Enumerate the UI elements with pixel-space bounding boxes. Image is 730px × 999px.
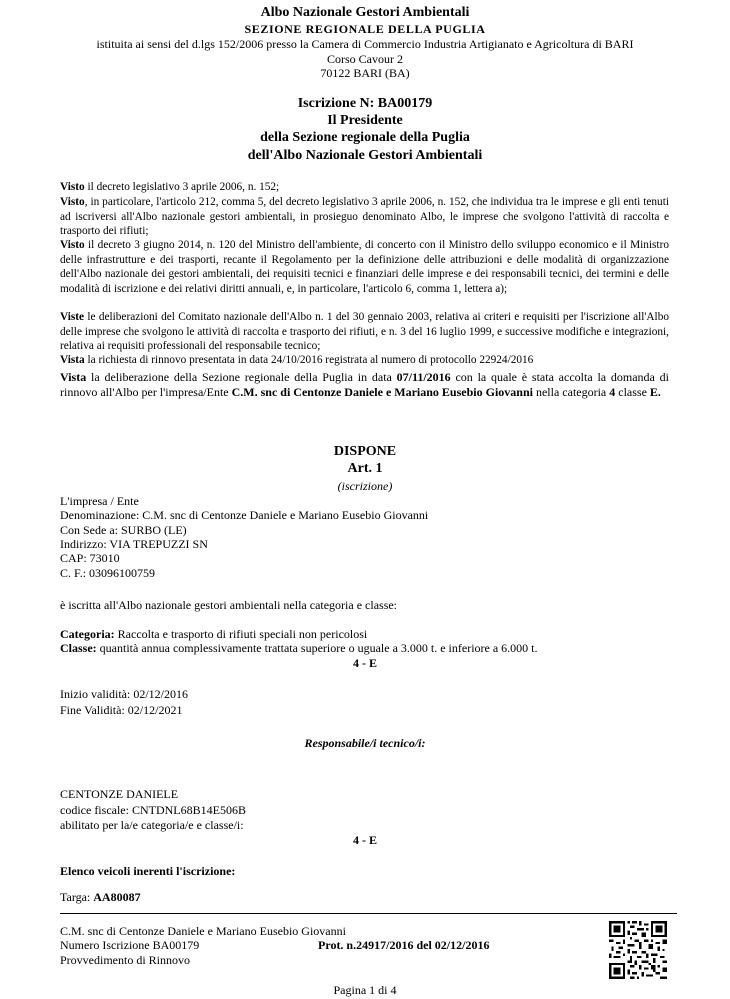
footer-numero: Numero Iscrizione BA00179 bbox=[60, 938, 200, 952]
footer-protocol: Prot. n.24917/2016 del 02/12/2016 bbox=[318, 938, 490, 952]
iscrizione-number: Iscrizione N: BA00179 bbox=[297, 96, 433, 111]
iscritta-statement: è iscritta all'Albo nazionale gestori ambientali nella categoria e classe: bbox=[60, 598, 398, 612]
premise-6: Vista la deliberazione della Sezione regionale della Puglia in data 07/11/2016 con la quale è stata accolta la domanda di rinnovo all'Albo per l'impresa/Ente C.M. snc di Centonze Daniele e Mariano Eusebio Giovanni nella categoria 4 classe E. bbox=[60, 370, 669, 399]
inizio-validita: Inizio validità: 02/12/2016 bbox=[60, 687, 188, 701]
company-intro: L'impresa / Ente bbox=[60, 494, 139, 508]
dispone-heading: DISPONE bbox=[333, 444, 397, 459]
responsabile-cf: codice fiscale: CNTDNL68B14E506B bbox=[60, 803, 246, 817]
company-cap: CAP: 73010 bbox=[60, 551, 120, 565]
responsabile-heading: Responsabile/i tecnico/i: bbox=[304, 736, 426, 750]
company-cf: C. F.: 03096100759 bbox=[60, 566, 156, 580]
section-title: della Sezione regionale della Puglia bbox=[260, 130, 470, 145]
org-name: Albo Nazionale Gestori Ambientali bbox=[260, 5, 470, 20]
footer-provvedimento: Provvedimento di Rinnovo bbox=[60, 953, 190, 967]
categoria-code: 4 - E bbox=[353, 656, 377, 670]
responsabile-abilitato: abilitato per la/e categoria/e e classe/i: bbox=[60, 818, 244, 832]
premise-5: Vista la richiesta di rinnovo presentata in data 24/10/2016 registrata al numero di protocollo 22924/2016 bbox=[60, 354, 534, 366]
article-subtitle: (iscrizione) bbox=[337, 479, 393, 493]
company-sede: Con Sede a: SURBO (LE) bbox=[60, 523, 187, 537]
fine-validita: Fine Validità: 02/12/2021 bbox=[60, 703, 183, 717]
city-address: 70122 BARI (BA) bbox=[320, 66, 410, 80]
street-address: Corso Cavour 2 bbox=[327, 52, 403, 66]
page-number: Pagina 1 di 4 bbox=[333, 983, 397, 997]
premise-3: Visto il decreto 3 giugno 2014, n. 120 del Ministro dell'ambiente, di concerto con il Ministro dello sviluppo economico e il Ministro delle infrastrutture e dei trasporti, recante il Regolamento per la definizione delle attribuzioni e delle modalità di organizzazione dell'Albo nazionale dei gestori ambientali, dei requisiti tecnici e finanziari delle imprese e dei responsabili tecnici, dei termini e delle modalità di iscrizione e dei relativi diritti annuali, e, in particolare, l'articolo 6, comma 1, lettera a); bbox=[60, 239, 669, 295]
classe-line: Classe: quantità annua complessivamente trattata superiore o uguale a 3.000 t. e inferiore a 6.000 t. bbox=[60, 641, 538, 655]
premise-4: Viste le deliberazioni del Comitato nazionale dell'Albo n. 1 del 30 gennaio 2003, relativa ai criteri e requisiti per l'iscrizione all'Albo delle imprese che svolgono le attività di raccolta e trasporto dei rifiuti, e n. 3 del 16 luglio 1999, e successive modifiche e integrazioni, relativa ai requisiti professionali del responsabile tecnico; bbox=[60, 311, 669, 352]
president-title: Il Presidente bbox=[327, 113, 403, 128]
qr-code-icon bbox=[609, 921, 667, 979]
veicoli-heading: Elenco veicoli inerenti l'iscrizione: bbox=[60, 864, 236, 878]
albo-title: dell'Albo Nazionale Gestori Ambientali bbox=[247, 148, 483, 163]
footer-divider bbox=[60, 913, 677, 914]
responsabile-name: CENTONZE DANIELE bbox=[60, 787, 179, 801]
company-indirizzo: Indirizzo: VIA TREPUZZI SN bbox=[60, 537, 208, 551]
responsabile-code: 4 - E bbox=[353, 833, 377, 847]
legal-basis: istituita ai sensi del d.lgs 152/2006 presso la Camera di Commercio Industria Artigianato e Agricoltura di BARI bbox=[96, 37, 634, 51]
categoria-line: Categoria: Raccolta e trasporto di rifiuti speciali non pericolosi bbox=[60, 627, 368, 641]
targa-line: Targa: AA80087 bbox=[60, 890, 141, 904]
company-denominazione: Denominazione: C.M. snc di Centonze Daniele e Mariano Eusebio Giovanni bbox=[60, 508, 429, 522]
premise-2: Visto, in particolare, l'articolo 212, comma 5, del decreto legislativo 3 aprile 2006, n. 152, che individua tra le imprese e gli enti tenuti ad iscriversi all'Albo nazionale gestori ambientali, in prosieguo denominato Albo, le imprese che svolgono l'attività di raccolta e trasporto dei rifiuti; bbox=[60, 196, 669, 237]
article-heading: Art. 1 bbox=[347, 461, 383, 476]
section-name: SEZIONE REGIONALE DELLA PUGLIA bbox=[244, 22, 486, 36]
premise-1: Visto il decreto legislativo 3 aprile 2006, n. 152; bbox=[60, 181, 280, 193]
footer-company: C.M. snc di Centonze Daniele e Mariano Eusebio Giovanni bbox=[60, 924, 346, 938]
